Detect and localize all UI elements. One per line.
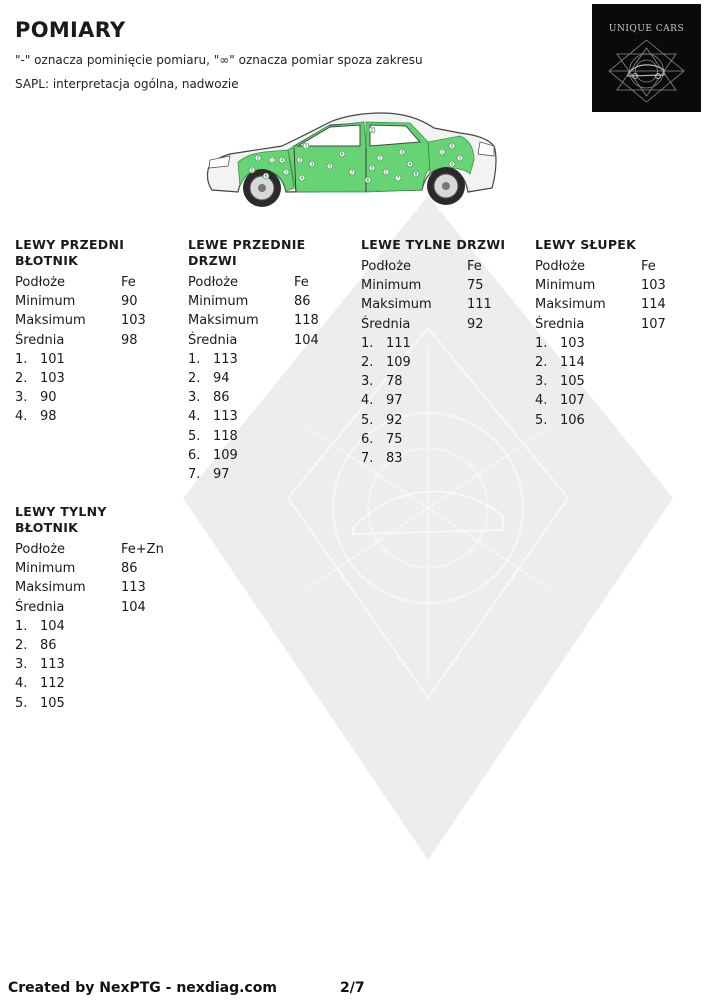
measurement-point-label: 2 [256,155,260,161]
measurement-index: 2. [15,371,28,387]
measurement-index: 1. [361,335,374,351]
minimum-row [535,276,700,295]
measurement-row [361,334,526,353]
stat-value: 113 [121,580,146,596]
measurement-point-label: 4 [450,161,454,167]
measurement-value: 78 [386,374,403,390]
measurement-point-label: 5 [450,143,454,149]
measurement-index: 5. [15,695,28,711]
sapl-note: SAPL: interpretacja ogólna, nadwozie [15,77,239,91]
measurement-point-label: 2 [298,157,302,163]
measurement-row [361,430,526,449]
maximum-row [188,311,353,330]
measurement-index: 4. [15,409,28,425]
section-title [188,237,353,269]
measurement-point-label: 4 [280,157,284,163]
minimum-row [361,276,526,295]
average-row [188,331,353,350]
stat-value: 111 [467,297,492,313]
measurement-point-label: 6 [340,151,344,157]
stat-label: Średnia [15,332,65,348]
minimum-row [15,559,180,578]
measurement-index: 3. [15,657,28,673]
section-left-pillar [535,237,700,430]
measurement-row [15,369,180,388]
measurement-point-label: 5 [328,163,332,169]
section-left-rear-fender [15,504,180,713]
measurement-row [188,369,353,388]
section-left-front-door [188,237,353,484]
measurement-index: 4. [188,409,201,425]
measurement-value: 113 [213,351,238,367]
stat-value: Fe [121,275,136,291]
stat-label: Podłoże [15,542,66,558]
measurement-index: 5. [361,412,374,428]
stat-value: 90 [121,294,138,310]
stat-label: Maksimum [15,313,86,329]
stat-label: Minimum [188,294,249,310]
measurement-point-label: 1 [440,149,444,155]
section-title-line: BŁOTNIK [15,520,79,535]
measurement-point-label: 4 [300,175,304,181]
section-title-line: DRZWI [188,253,238,268]
section-title [15,237,180,269]
stat-value: 107 [641,316,666,332]
section-title-line: LEWY TYLNY [15,504,107,519]
measurement-index: 1. [188,351,201,367]
minimum-row [188,292,353,311]
stat-value: 98 [121,332,138,348]
stat-label: Maksimum [188,313,259,329]
stat-value: 104 [294,332,319,348]
measurement-row [535,372,700,391]
measurement-index: 1. [15,351,28,367]
measurement-index: 6. [188,447,201,463]
measurement-value: 118 [213,428,238,444]
measurement-row [361,449,526,468]
substrate-row [188,273,353,292]
measurement-row [188,446,353,465]
measurement-point-label: 6 [264,173,268,179]
measurement-row [188,465,353,484]
measurement-point-label: 3 [458,155,462,161]
measurement-point-label: 3 [400,149,404,155]
measurement-value: 113 [213,409,238,425]
stat-label: Średnia [188,332,238,348]
measurement-value: 105 [560,374,585,390]
section-left-rear-door [361,237,526,468]
stat-value: Fe [467,259,482,275]
measurement-row [361,411,526,430]
stat-value: Fe+Zn [121,542,164,558]
measurement-index: 2. [361,355,374,371]
stat-value: 114 [641,297,666,313]
measurement-index: 2. [188,371,201,387]
measurement-row [15,617,180,636]
measurement-index: 1. [15,618,28,634]
stat-value: 86 [121,561,138,577]
stat-label: Podłoże [535,259,586,275]
measurement-row [15,674,180,693]
measurement-value: 103 [40,371,65,387]
measurement-point-label: 5 [370,165,374,171]
section-title [535,237,700,253]
measurement-value: 109 [386,355,411,371]
stat-value: Fe [641,259,656,275]
measurement-row [188,407,353,426]
measurement-point-label: 1 [270,157,274,163]
measurement-row [188,350,353,369]
stat-label: Minimum [15,561,76,577]
measurement-index: 2. [535,355,548,371]
measurement-index: 3. [535,374,548,390]
measurement-row [15,636,180,655]
section-title [15,504,180,536]
stat-value: 118 [294,313,319,329]
measurement-value: 104 [40,618,65,634]
section-left-front-fender [15,237,180,427]
minimum-row [15,292,180,311]
stat-label: Podłoże [361,259,412,275]
measurement-value: 97 [386,393,403,409]
measurement-point-label: 7 [396,175,400,181]
measurement-row [361,391,526,410]
measurement-value: 109 [213,447,238,463]
stat-value: 86 [294,294,311,310]
measurement-row [361,372,526,391]
measurement-value: 105 [40,695,65,711]
stat-label: Podłoże [188,275,239,291]
brand-logo-text: UNIQUE CARS [608,24,685,34]
measurement-value: 86 [40,638,57,654]
stat-label: Maksimum [535,297,606,313]
measurement-index: 1. [535,335,548,351]
measurement-value: 111 [386,335,411,351]
stat-label: Minimum [15,294,76,310]
measurement-value: 75 [386,431,403,447]
measurement-point-label: 8 [414,171,418,177]
stat-label: Średnia [361,316,411,332]
stat-label: Minimum [361,278,422,294]
measurement-value: 97 [213,466,230,482]
average-row [535,315,700,334]
section-title [361,237,526,253]
measurement-row [15,388,180,407]
stat-value: 104 [121,599,146,615]
measurement-point-label: 4 [408,161,412,167]
stat-label: Maksimum [15,580,86,596]
measurement-point-label: 3 [310,161,314,167]
stat-value: 103 [641,278,666,294]
stat-value: 92 [467,316,484,332]
average-row [361,315,526,334]
measurement-value: 90 [40,390,57,406]
substrate-row [15,540,180,559]
measurement-row [535,391,700,410]
measurement-value: 101 [40,351,65,367]
measurement-row [188,427,353,446]
measurement-value: 114 [560,355,585,371]
measurement-row [15,407,180,426]
stat-label: Podłoże [15,275,66,291]
measurement-row [15,655,180,674]
measurement-value: 103 [560,335,585,351]
measurement-point-label: 1 [304,143,308,149]
measurement-value: 94 [213,371,230,387]
measurement-value: 92 [386,412,403,428]
car-in-sacred-geometry-icon [606,38,687,104]
maximum-row [15,311,180,330]
footer-credit: Created by NexPTG - nexdiag.com [8,980,277,996]
measurement-value: 83 [386,450,403,466]
substrate-row [15,273,180,292]
measurement-index: 6. [361,431,374,447]
legend-note: "-" oznacza pominięcie pomiaru, "∞" oznacza pomiar spoza zakresu [15,53,423,67]
measurement-index: 7. [188,466,201,482]
measurement-row [535,353,700,372]
measurement-point-label: 2 [384,169,388,175]
measurement-point-label: 5 [250,167,254,173]
measurement-index: 7. [361,450,374,466]
measurement-row [15,350,180,369]
measurement-point-label: 3 [284,169,288,175]
measurement-point-label: 7 [350,169,354,175]
measurement-point-label: 2 [370,127,374,133]
measurement-row [535,334,700,353]
measurement-value: 98 [40,409,57,425]
stat-label: Maksimum [361,297,432,313]
measurement-point-label: 6 [366,177,370,183]
stat-label: Średnia [15,599,65,615]
average-row [15,598,180,617]
measurement-index: 4. [361,393,374,409]
measurement-row [15,694,180,713]
measurement-index: 5. [188,428,201,444]
measurement-index: 4. [535,393,548,409]
page-title: POMIARY [15,18,126,42]
brand-logo [592,4,701,112]
measurement-value: 106 [560,412,585,428]
average-row [15,331,180,350]
sedan-side-view-icon [202,108,504,210]
substrate-row [535,257,700,276]
maximum-row [535,295,700,314]
measurement-row [361,353,526,372]
measurement-row [188,388,353,407]
stat-label: Minimum [535,278,596,294]
measurement-index: 2. [15,638,28,654]
measurement-value: 86 [213,390,230,406]
measurement-index: 3. [188,390,201,406]
section-title-line: LEWE TYLNE DRZWI [361,237,506,252]
section-title-line: LEWY SŁUPEK [535,237,637,252]
section-title-line: LEWE PRZEDNIE [188,237,306,252]
measurement-point-label: 1 [378,155,382,161]
stat-value: Fe [294,275,309,291]
substrate-row [361,257,526,276]
maximum-row [361,295,526,314]
measurement-value: 113 [40,657,65,673]
section-title-line: BŁOTNIK [15,253,79,268]
measurement-index: 4. [15,676,28,692]
page-number: 2/7 [340,980,365,996]
measurement-index: 3. [15,390,28,406]
measurement-index: 5. [535,412,548,428]
section-title-line: LEWY PRZEDNI [15,237,125,252]
measurement-value: 107 [560,393,585,409]
measurement-row [535,411,700,430]
measurement-index: 3. [361,374,374,390]
maximum-row [15,578,180,597]
measurement-value: 112 [40,676,65,692]
stat-value: 75 [467,278,484,294]
stat-value: 103 [121,313,146,329]
stat-label: Średnia [535,316,585,332]
